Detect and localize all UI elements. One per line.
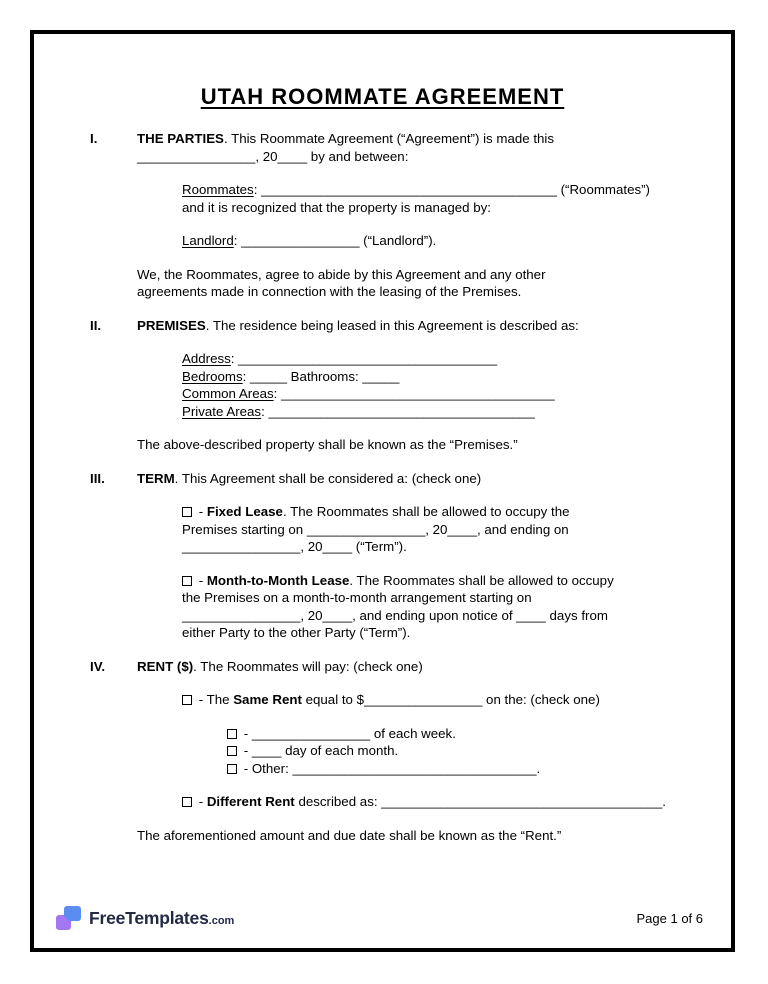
text-line — [182, 503, 689, 521]
text-run: : — [242, 368, 250, 384]
text-run: described as: — [294, 794, 382, 809]
text-run: We, the Roommates, agree to abide by this Agreement and any other — [137, 266, 546, 282]
document-page — [30, 30, 735, 952]
freetemplates-logo-icon — [55, 905, 82, 932]
text-run: THE PARTIES — [137, 131, 224, 146]
text-run: and it is recognized that the property is managed by: — [182, 199, 491, 215]
blank-field[interactable]: ______________________________________ — [381, 794, 663, 809]
text-line — [137, 827, 689, 845]
paragraph — [182, 181, 689, 216]
text-run: on the: (check one) — [482, 692, 600, 707]
text-run: : — [273, 386, 282, 401]
text-run: by and between: — [307, 148, 409, 164]
blank-field[interactable]: _____ — [250, 368, 287, 384]
paragraph — [137, 266, 689, 301]
logo-text: FreeTemplates — [89, 908, 209, 928]
text-line — [137, 317, 689, 335]
text-line — [182, 368, 689, 386]
blank-field[interactable]: ________________ — [364, 692, 483, 707]
section-numeral: I. — [90, 131, 98, 146]
text-line — [182, 691, 689, 709]
text-run: - — [240, 743, 252, 758]
text-run: Bathrooms: — [286, 368, 363, 384]
text-run: (“Term”). — [352, 539, 407, 554]
text-run: Roommates — [182, 182, 254, 197]
checkbox-icon[interactable] — [182, 507, 192, 517]
paragraph — [137, 317, 689, 335]
text-line — [182, 350, 689, 368]
text-run: Fixed Lease — [206, 504, 283, 519]
text-run: day of each month. — [281, 743, 399, 758]
paragraph — [137, 130, 689, 165]
paragraph — [137, 436, 689, 454]
text-run: , 20 — [300, 607, 323, 623]
text-line — [227, 760, 689, 778]
checkbox-icon[interactable] — [182, 695, 192, 705]
text-run: Private Areas — [182, 403, 262, 419]
text-line — [182, 538, 689, 556]
text-run: PREMISES — [137, 317, 206, 333]
text-run: , 20 — [255, 148, 278, 164]
blank-field[interactable]: _____ — [362, 368, 400, 384]
text-run: (“Roommates”) — [556, 182, 650, 197]
text-line — [137, 266, 689, 284]
section-content — [137, 658, 689, 845]
section-numeral: III. — [90, 470, 105, 486]
text-run: : — [261, 403, 269, 419]
text-run: Landlord — [182, 233, 234, 248]
blank-field[interactable]: ____ — [322, 539, 353, 554]
text-run: days from — [545, 607, 608, 623]
blank-field[interactable]: ____________________________________ — [268, 403, 535, 419]
text-run: . The Roommates shall be allowed to occupy — [349, 572, 614, 588]
section-term — [90, 470, 689, 642]
text-run: equal to $ — [301, 692, 365, 707]
section-rent — [90, 658, 689, 845]
paragraph — [182, 572, 689, 642]
text-line — [182, 793, 689, 811]
text-run: Premises starting on — [182, 521, 307, 537]
section-content — [137, 317, 689, 454]
text-run: . The Roommates will pay: (check one) — [193, 658, 423, 674]
blank-field[interactable]: ________________________________________ — [261, 182, 557, 197]
section-numeral: IV. — [90, 658, 106, 674]
blank-field[interactable]: ____ — [516, 607, 546, 623]
text-run: - Other: — [240, 760, 293, 776]
blank-field[interactable]: ____ — [322, 607, 353, 623]
text-run: Bedrooms — [182, 368, 243, 384]
checkbox-icon[interactable] — [182, 576, 192, 586]
logo-suffix: .com — [208, 915, 235, 927]
blank-field[interactable]: ____ — [251, 743, 282, 758]
page-number: Page 1 of 6 — [636, 911, 703, 926]
blank-field[interactable]: _____________________________________ — [281, 386, 555, 401]
text-line — [137, 658, 689, 676]
text-run: The aforementioned amount and due date shall be known as the “Rent.” — [137, 827, 562, 843]
blank-field[interactable]: ________________ — [306, 521, 426, 537]
paragraph — [182, 503, 689, 556]
text-run: Address — [182, 351, 231, 366]
text-run: The above-described property shall be known as the “Premises.” — [137, 437, 518, 452]
blank-field[interactable]: ____ — [277, 148, 308, 164]
text-line — [137, 436, 689, 454]
blank-field[interactable]: ________________ — [251, 725, 371, 741]
section-content — [137, 130, 689, 301]
text-run: . This Agreement shall be considered a: (check one) — [174, 470, 482, 486]
text-run: . — [662, 794, 666, 809]
text-line — [137, 470, 689, 488]
text-run: . The residence being leased in this Agreement is described as: — [205, 317, 579, 333]
paragraph — [227, 725, 689, 778]
document-title: UTAH ROOMMATE AGREEMENT — [200, 84, 565, 109]
text-run: (“Landlord”). — [359, 233, 437, 248]
section-numeral: II. — [90, 317, 102, 333]
text-run: Same Rent — [233, 692, 302, 707]
checkbox-icon[interactable] — [227, 746, 237, 756]
blank-field[interactable]: ________________ — [182, 607, 301, 623]
text-run: , 20 — [425, 521, 448, 537]
section-the-parties — [90, 130, 689, 301]
paragraph — [182, 350, 689, 420]
text-run: : — [253, 182, 262, 197]
text-run: Common Areas — [182, 386, 274, 401]
paragraph — [137, 827, 689, 845]
text-run: the Premises on a month-to-month arrangement starting on — [182, 590, 532, 605]
text-line — [227, 742, 689, 760]
paragraph — [182, 691, 689, 709]
text-run: - — [195, 572, 207, 588]
text-line — [137, 130, 689, 148]
text-run: . The Roommates shall be allowed to occupy the — [282, 504, 570, 519]
text-line — [182, 589, 689, 607]
paragraph — [137, 470, 689, 488]
text-run: , and ending on — [477, 521, 569, 537]
blank-field[interactable]: _________________________________ — [292, 760, 537, 776]
text-run: , and ending upon notice of — [352, 607, 517, 623]
text-run: Month-to-Month Lease — [206, 572, 350, 588]
checkbox-icon[interactable] — [182, 797, 192, 807]
text-line — [182, 181, 689, 199]
checkbox-icon[interactable] — [227, 729, 237, 739]
text-run: : — [230, 351, 239, 366]
section-premises — [90, 317, 689, 454]
paragraph — [182, 793, 689, 811]
section-content — [137, 470, 689, 642]
text-line — [182, 624, 689, 642]
text-run: . — [536, 760, 541, 776]
text-line — [182, 232, 689, 250]
text-line — [182, 607, 689, 625]
freetemplates-logo — [55, 905, 234, 932]
text-run: - — [240, 725, 252, 741]
paragraph — [182, 232, 689, 250]
text-run: TERM — [137, 470, 175, 486]
text-run: , 20 — [300, 539, 323, 554]
text-run: - — [195, 504, 207, 519]
text-line — [137, 283, 689, 301]
text-line — [137, 148, 689, 166]
text-run: . This Roommate Agreement (“Agreement”) is made this — [223, 131, 555, 146]
text-run: Different Rent — [206, 794, 295, 809]
text-line — [182, 199, 689, 217]
text-run: of each week. — [370, 725, 456, 741]
text-run: : — [233, 233, 242, 248]
text-run: RENT ($) — [137, 658, 194, 674]
blank-field[interactable]: ________________ — [137, 148, 256, 164]
text-line — [182, 403, 689, 421]
blank-field[interactable]: ________________ — [241, 233, 360, 248]
blank-field[interactable]: ________________ — [182, 539, 301, 554]
text-run: - — [195, 794, 207, 809]
blank-field[interactable]: ____ — [447, 521, 478, 537]
sections-container — [90, 130, 689, 844]
text-line — [182, 572, 689, 590]
text-run: agreements made in connection with the leasing of the Premises. — [137, 284, 522, 299]
text-line — [182, 521, 689, 539]
page-footer — [55, 905, 703, 932]
text-line — [227, 725, 689, 743]
text-run: - The — [195, 692, 234, 707]
text-line — [182, 385, 689, 403]
blank-field[interactable]: ___________________________________ — [238, 351, 498, 366]
paragraph — [137, 658, 689, 676]
checkbox-icon[interactable] — [227, 764, 237, 774]
text-run: either Party to the other Party (“Term”). — [182, 625, 411, 640]
